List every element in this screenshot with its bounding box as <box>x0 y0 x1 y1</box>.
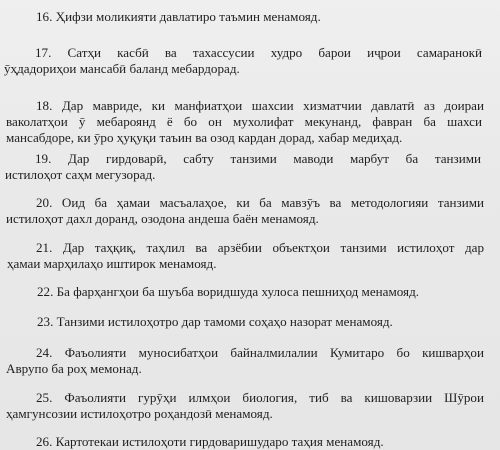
item-17-line-2: ӯҳдадориҳои мансабӣ баланд мебардорад. <box>4 61 240 76</box>
item-24-line-2: Аврупо ба роҳ мемонад. <box>6 361 142 376</box>
item-18-line-2: ваколатҳои ӯ мебароянд ё бо он мухолифат мекунанд, фавран ба шахси <box>6 114 482 129</box>
item-19-line-1: 19. Дар гирдоварӣ, сабту танзими маводи марбут ба танзими <box>35 151 481 166</box>
item-21-line-2: ҳамаи марҳилаҳо иштирок менамояд. <box>7 256 217 271</box>
list-item-25 <box>0 390 500 422</box>
item-21-line-1: 21. Дар таҳқиқ, таҳлил ва арзёбии объектҳои танзими истилоҳот дар <box>36 240 484 255</box>
item-24-line-1: 24. Фаъолияти муносибатҳои байналмилалии Кумитаро бо кишварҳои <box>36 345 484 360</box>
item-25-line-2: ҳамгунсозии истилоҳотро роҳандозӣ менамояд. <box>6 406 273 421</box>
item-16-line-1: 16. Ҳифзи моликияти давлатиро таъмин менамояд. <box>36 9 321 24</box>
list-item-21 <box>0 240 500 272</box>
list-item-19 <box>0 151 500 183</box>
item-26-line-1: 26. Картотекаи истилоҳоти гирдоваришударо таҳия менамояд. <box>36 434 384 449</box>
item-18-line-1: 18. Дар мавриде, ки манфиатҳои шахсии хизматчии давлатӣ аз доираи <box>36 98 484 113</box>
list-item-24 <box>0 345 500 377</box>
item-18-line-3: мансабдоре, ки ӯро ҳуқуқи таъин ва озод кардан дорад, хабар медиҳад. <box>6 130 403 145</box>
item-20-line-1: 20. Оид ба ҳамаи масъалаҳое, ки ба мавзӯъ ва методологияи танзими <box>36 195 484 210</box>
list-item-23 <box>0 314 500 330</box>
item-23-line-1: 23. Танзими истилоҳотро дар тамоми соҳаҳо назорат менамояд. <box>37 314 393 329</box>
item-25-line-1: 25. Фаъолияти гурӯҳи илмҳои биология, тиб ва кишоварзии Шӯрои <box>36 390 484 405</box>
item-17-line-1: 17. Сатҳи касбӣ ва тахассусии худро барои иҷрои самаранокӣ <box>35 45 482 60</box>
list-item-20 <box>0 195 500 227</box>
list-item-18 <box>0 98 500 146</box>
item-22-line-1: 22. Ба фарҳангҳои ба шуъба воридшуда хулоса пешниҳод менамояд. <box>37 284 420 299</box>
item-20-line-2: истилоҳот дахл доранд, озодона андеша баён менамояд. <box>6 211 319 226</box>
list-item-22 <box>0 284 500 300</box>
item-19-line-2: истилоҳот саҳм мегузорад. <box>5 167 156 182</box>
list-item-26 <box>0 434 500 450</box>
list-item-17 <box>0 45 500 77</box>
list-item-16 <box>0 9 500 25</box>
